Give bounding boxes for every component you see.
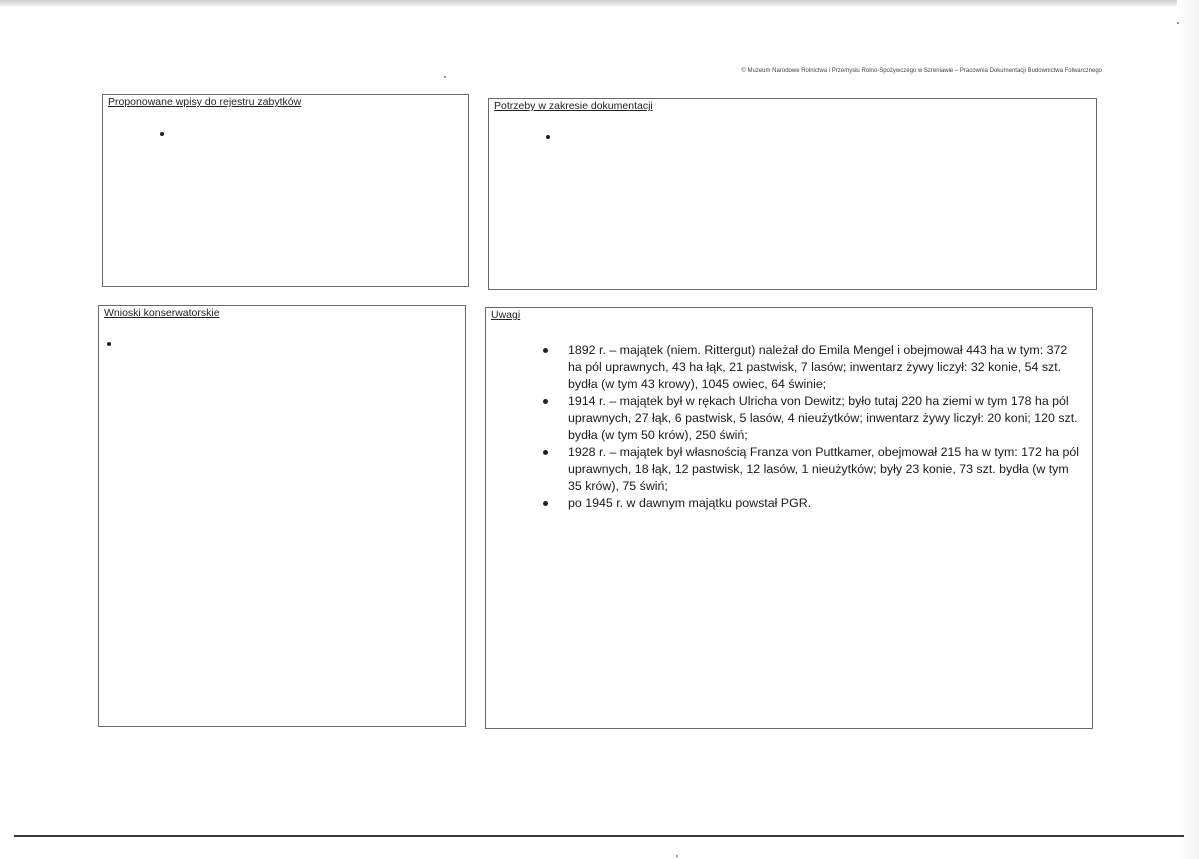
list-item-text: 1914 r. – majątek był w rękach Ulricha von Dewitz; było tutaj 220 ha ziemi w tym 178 ha pól uprawnych, 27 łąk, 6 pastwisk, 5 lasów, 4 nieużytków; inwentarz żywy liczył: 20 koni; 120 szt. bydła (w tym 50 krów), 250 świń; [568, 394, 1078, 442]
list-item [543, 495, 1083, 512]
bullet-icon [543, 348, 548, 353]
documentation-box-title: Potrzeby w zakresie dokumentacji [494, 100, 653, 112]
conservation-box-title: Wnioski konserwatorskie [104, 307, 220, 319]
scan-speck [1177, 22, 1179, 24]
list-item-text: 1928 r. – majątek był własnością Franza von Puttkamer, obejmował 215 ha w tym: 172 ha pól uprawnych, 18 łąk, 12 pastwisk, 12 lasów, 1 nieużytków; były 23 konie, 73 szt. bydła (w tym 35 krów), 75 świń; [568, 445, 1080, 493]
scan-speck [444, 76, 446, 78]
conservation-box [98, 305, 466, 727]
scan-speck [676, 855, 678, 857]
empty-bullet [107, 342, 111, 346]
notes-box [485, 307, 1093, 729]
empty-bullet [160, 132, 164, 136]
empty-bullet [546, 135, 550, 139]
list-item [543, 444, 1083, 495]
bullet-icon [543, 399, 548, 404]
bottom-rule [14, 835, 1184, 837]
list-item-text: po 1945 r. w dawnym majątku powstał PGR. [568, 496, 812, 510]
registry-box [102, 94, 469, 287]
bullet-icon [543, 450, 548, 455]
notes-box-title: Uwagi [491, 309, 521, 321]
list-item [543, 342, 1083, 393]
bullet-icon [543, 501, 548, 506]
scan-right-edge [1177, 0, 1199, 859]
list-item [543, 393, 1083, 444]
list-item-text: 1892 r. – majątek (niem. Rittergut) należał do Emila Mengel i obejmował 443 ha w tym: 372 ha pól uprawnych, 43 ha łąk, 21 pastwisk, 7 lasów; inwentarz żywy liczył: 32 konie, 54 szt. bydła (w tym 43 krowy), 1045 owiec, 64 świnie; [568, 343, 1068, 391]
scan-top-edge [0, 0, 1199, 6]
institution-note: © Muzeum Narodowe Rolnictwa i Przemysłu Rolno-Spożywczego w Szreniawie – Pracownia Dokumentacji Budownictwa Folwarcznego [741, 68, 1102, 74]
documentation-box [488, 98, 1097, 290]
notes-list [543, 342, 1083, 512]
registry-box-title: Proponowane wpisy do rejestru zabytków [108, 96, 302, 108]
